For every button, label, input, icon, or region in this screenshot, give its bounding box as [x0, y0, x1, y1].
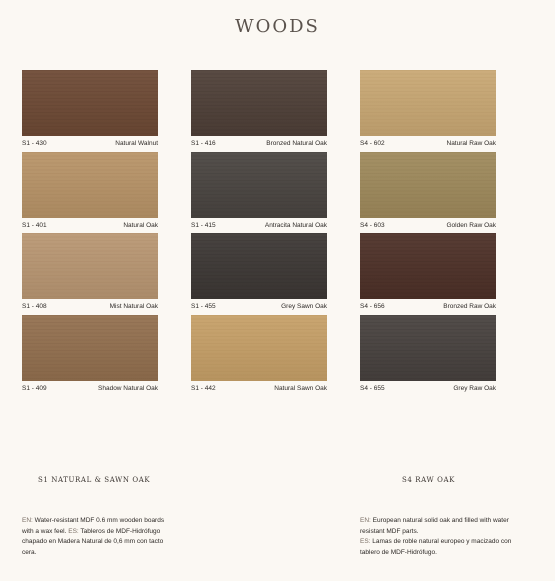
- swatch-code: S1 - 409: [22, 385, 47, 392]
- wood-swatch: [191, 70, 327, 147]
- swatch-name: Natural Oak: [123, 222, 158, 229]
- wood-sample-image: [22, 233, 158, 299]
- section-label-s4: S4 RAW OAK: [402, 476, 455, 484]
- swatch-name: Mist Natural Oak: [109, 303, 158, 310]
- desc-en-tag: EN:: [360, 517, 371, 524]
- wood-swatch: [22, 70, 158, 147]
- wood-swatch: [191, 152, 327, 229]
- section-label-s1: S1 NATURAL & SAWN OAK: [38, 476, 151, 484]
- desc-en-tag: EN:: [22, 517, 33, 524]
- swatch-caption: [191, 140, 327, 147]
- description-s1: [22, 516, 172, 558]
- wood-swatch: [191, 233, 327, 310]
- wood-swatch: [22, 152, 158, 229]
- swatch-caption: [22, 385, 158, 392]
- swatch-code: S1 - 455: [191, 303, 216, 310]
- wood-sample-image: [22, 315, 158, 381]
- swatch-caption: [191, 222, 327, 229]
- wood-sample-image: [22, 152, 158, 218]
- description-s4: [360, 516, 515, 558]
- desc-es-tag: ES:: [68, 527, 79, 535]
- wood-sample-image: [191, 315, 327, 381]
- desc-en-text: European natural solid oak and filled with water resistant MDF parts.: [360, 517, 509, 535]
- swatch-caption: [360, 222, 496, 229]
- swatch-code: S1 - 408: [22, 303, 47, 310]
- swatch-code: S1 - 415: [191, 222, 216, 229]
- wood-sample-image: [191, 70, 327, 136]
- wood-swatch: [360, 233, 496, 310]
- swatch-name: Antracita Natural Oak: [264, 222, 327, 229]
- swatch-name: Grey Raw Oak: [453, 385, 496, 392]
- swatch-code: S4 - 602: [360, 140, 385, 147]
- swatch-caption: [191, 303, 327, 310]
- swatch-code: S4 - 656: [360, 303, 385, 310]
- swatch-name: Bronzed Raw Oak: [443, 303, 496, 310]
- swatch-code: S1 - 416: [191, 140, 216, 147]
- swatch-code: S1 - 430: [22, 140, 47, 147]
- wood-sample-image: [360, 70, 496, 136]
- wood-sample-image: [360, 152, 496, 218]
- swatch-caption: [22, 140, 158, 147]
- desc-en-text: Water-resistant MDF 0.6 mm wooden boards with a wax feel.: [22, 517, 165, 535]
- swatch-name: Bronzed Natural Oak: [266, 140, 327, 147]
- swatch-caption: [360, 140, 496, 147]
- wood-sample-image: [360, 233, 496, 299]
- swatch-code: S4 - 655: [360, 385, 385, 392]
- swatch-code: S1 - 442: [191, 385, 216, 392]
- swatch-name: Golden Raw Oak: [446, 222, 496, 229]
- swatch-name: Natural Raw Oak: [446, 140, 496, 147]
- page-title: WOODS: [235, 16, 320, 37]
- swatch-caption: [22, 303, 158, 310]
- wood-sample-image: [360, 315, 496, 381]
- wood-swatch: [22, 315, 158, 392]
- swatch-caption: [360, 385, 496, 392]
- swatch-caption: [22, 222, 158, 229]
- wood-swatch: [360, 315, 496, 392]
- swatch-caption: [191, 385, 327, 392]
- wood-sample-image: [22, 70, 158, 136]
- swatch-code: S1 - 401: [22, 222, 47, 229]
- wood-swatch: [191, 315, 327, 392]
- swatch-name: Grey Sawn Oak: [281, 303, 327, 310]
- swatch-code: S4 - 603: [360, 222, 385, 229]
- swatch-caption: [360, 303, 496, 310]
- wood-sample-image: [191, 233, 327, 299]
- wood-swatch: [22, 233, 158, 310]
- wood-sample-image: [191, 152, 327, 218]
- wood-swatch: [360, 152, 496, 229]
- desc-es-tag: ES:: [360, 538, 371, 545]
- swatch-name: Shadow Natural Oak: [98, 385, 158, 392]
- swatch-name: Natural Walnut: [115, 140, 158, 147]
- swatch-name: Natural Sawn Oak: [274, 385, 327, 392]
- wood-swatch: [360, 70, 496, 147]
- desc-es-text: Tableros de MDF-Hidrófugo chapado en Madera Natural de 0,6 mm con tacto cera.: [22, 527, 164, 556]
- desc-es-text: Lamas de roble natural europeo y macizado con tablero de MDF-Hidrófugo.: [360, 538, 512, 556]
